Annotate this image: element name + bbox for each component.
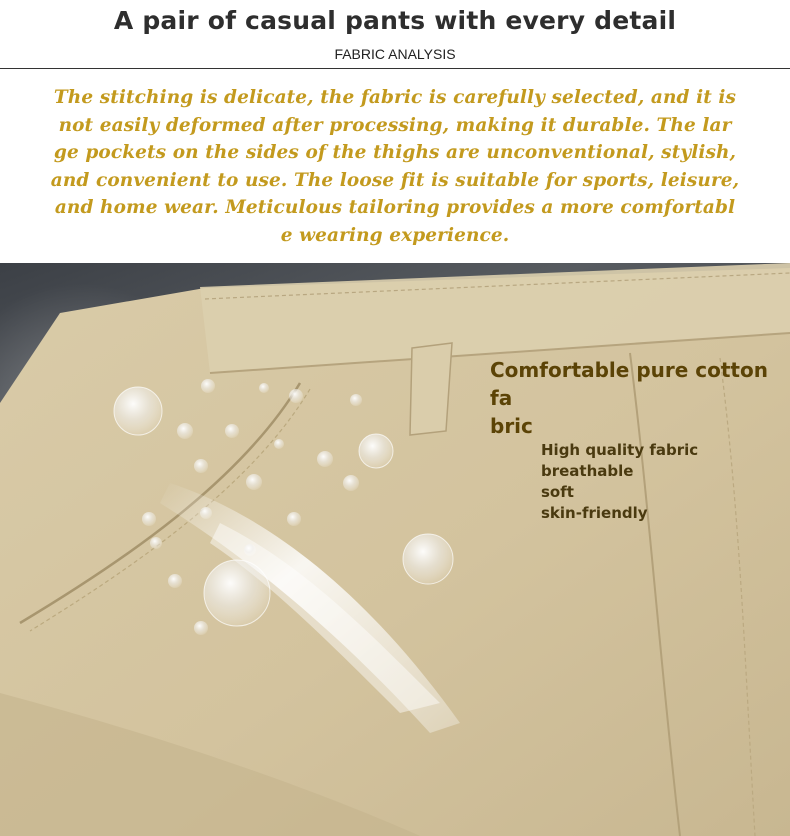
fabric-heading: Comfortable pure cotton fa bric bbox=[490, 358, 768, 438]
feature-item: High quality fabric bbox=[541, 441, 699, 459]
feature-item: breathable bbox=[541, 462, 634, 480]
pants-illustration bbox=[0, 263, 790, 836]
product-photo bbox=[0, 263, 790, 836]
page-title: A pair of casual pants with every detail bbox=[113, 6, 677, 35]
product-description: The stitching is delicate, the fabric is carefully selected, and it is not easily deformed after processing, making it durable. The lar ge pockets on the sides of the thighs are unconventional, stylish, and convenient to use. The loose fit is suitable for sports, leisure, and home wear. Meticulous tailoring provides a more comfortabl e wearing experience. bbox=[50, 87, 740, 246]
page-subtitle: FABRIC ANALYSIS bbox=[334, 46, 456, 62]
feature-item: soft bbox=[541, 483, 574, 501]
page-header bbox=[0, 0, 790, 69]
fabric-features-list bbox=[541, 440, 698, 524]
header-divider bbox=[0, 68, 790, 69]
feature-item: skin-friendly bbox=[541, 504, 648, 522]
